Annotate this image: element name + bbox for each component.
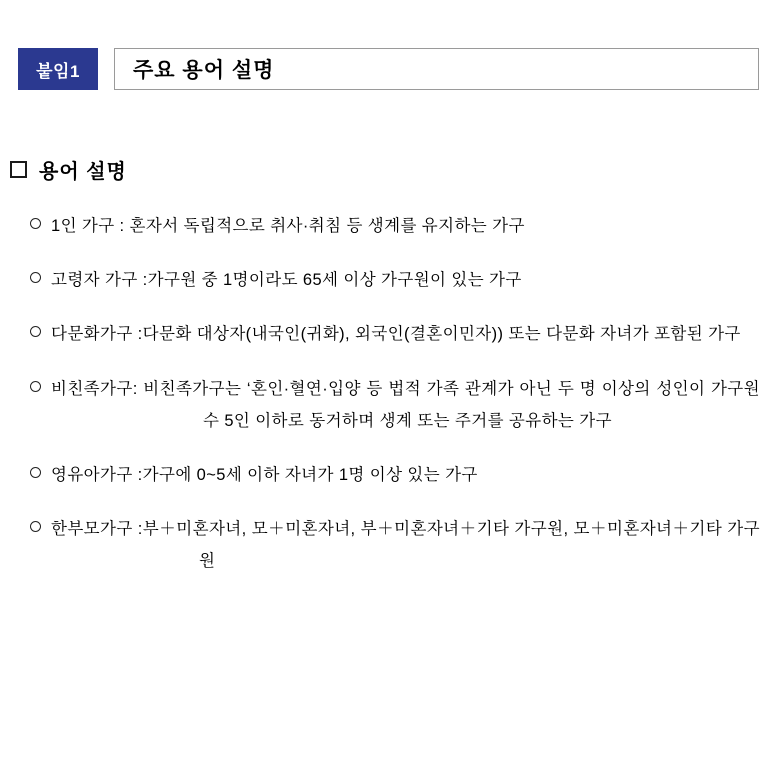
attachment-badge: 붙임1: [18, 48, 98, 90]
attachment-header: [0, 48, 779, 90]
page-title: 주요 용어 설명: [133, 59, 275, 82]
list-item: [30, 373, 770, 437]
term-text: 한부모가구 :부＋미혼자녀, 모＋미혼자녀, 부＋미혼자녀＋기타 가구원, 모＋미혼자녀＋기타 가구원: [51, 520, 760, 571]
list-item: [30, 264, 770, 296]
square-bullet-icon: [10, 161, 27, 178]
list-item: [30, 210, 770, 242]
list-item: [30, 459, 770, 491]
term-text: 고령자 가구 :가구원 중 1명이라도 65세 이상 가구원이 있는 가구: [51, 271, 522, 290]
list-item: [30, 318, 770, 350]
term-text: 다문화가구 :다문화 대상자(내국인(귀화), 외국인(결혼이민자)) 또는 다문화 자녀가 포함된 가구: [51, 325, 741, 344]
circle-bullet-icon: [30, 521, 41, 532]
list-item: [30, 513, 770, 577]
term-text: 영유아가구 :가구에 0~5세 이하 자녀가 1명 이상 있는 가구: [51, 465, 478, 484]
circle-bullet-icon: [30, 272, 41, 283]
title-box: [114, 48, 759, 90]
term-text: 1인 가구 : 혼자서 독립적으로 취사·취침 등 생계를 유지하는 가구: [51, 217, 525, 235]
term-text: 비친족가구: 비친족가구는 ‘혼인·혈연·입양 등 법적 가족 관계가 아닌 두 명 이상의 성인이 가구원 수 5인 이하로 동거하며 생계 또는 주거를 공유하는 가구: [51, 379, 760, 430]
term-list: [30, 210, 770, 599]
section-heading: [10, 155, 127, 184]
circle-bullet-icon: [30, 467, 41, 478]
section-title: 용어 설명: [39, 161, 127, 183]
circle-bullet-icon: [30, 381, 41, 392]
circle-bullet-icon: [30, 218, 41, 229]
circle-bullet-icon: [30, 326, 41, 337]
